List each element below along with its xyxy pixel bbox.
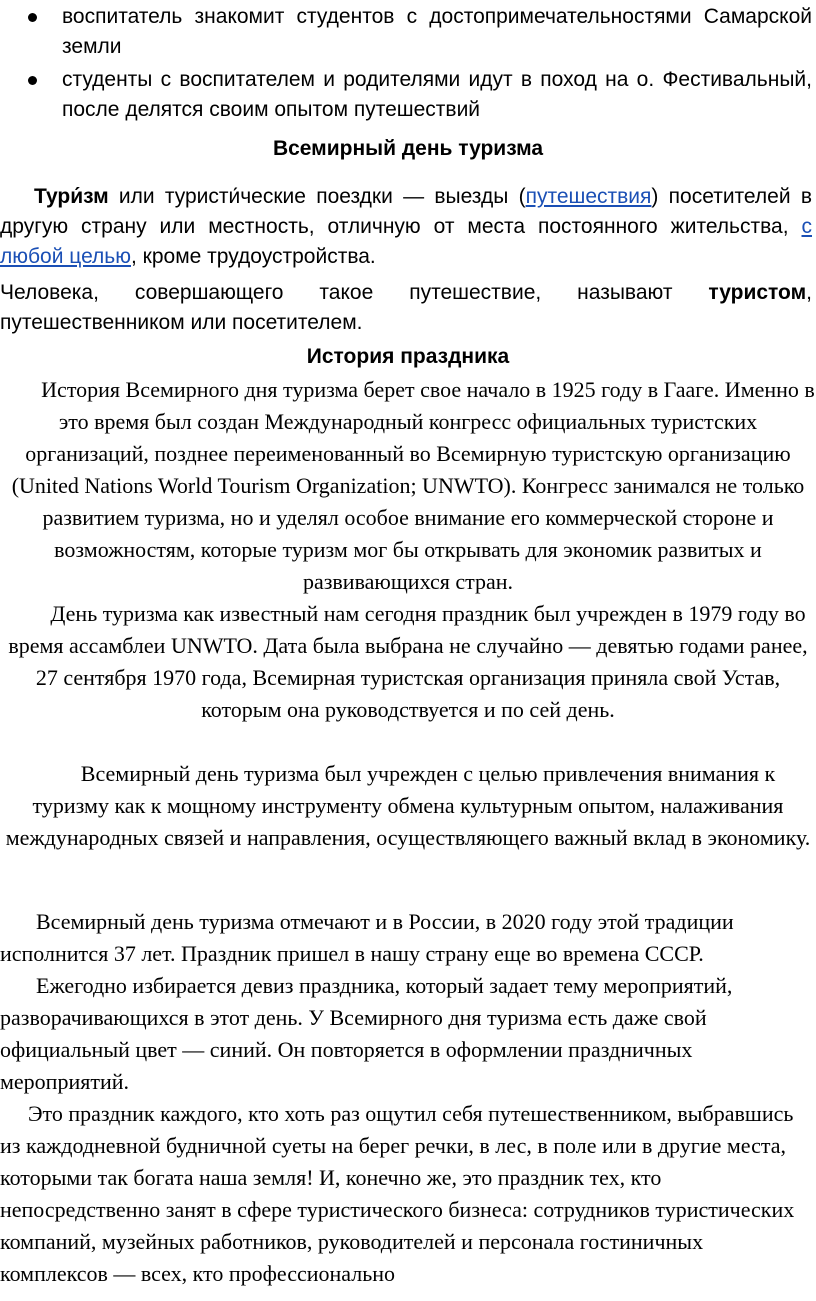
bullet-icon: [28, 13, 37, 22]
activity-list: [0, 2, 816, 128]
list-item: [0, 65, 816, 125]
tourism-definition: [0, 182, 812, 272]
section-heading-history: История праздника: [306, 345, 510, 368]
definition-text: или туристи́ческие поездки — выезды (: [108, 185, 526, 208]
russia-paragraph-2: Ежегодно избирается девиз праздника, который задает тему мероприятий, разворачивающихся в этот день. У Всемирного дня туризма есть даже свой официальный цвет — синий. Он повторяется в оформлении праздничных мероприятий.: [0, 973, 733, 1094]
definition-text: , путешественником или посетителем.: [0, 281, 812, 334]
history-paragraph-3: Всемирный день туризма был учрежден с целью привлечения внимания к туризму как к мощному инструменту обмена культурным опытом, налаживания международных связей и направления, осуществляющего важный вклад в экономику.: [5, 761, 811, 850]
definition-text: Человека, совершающего такое путешествие, называют: [0, 281, 709, 304]
everyone-paragraph: Это праздник каждого, кто хоть раз ощутил себя путешественником, выбравшись из каждодневной будничной суеты на берег речки, в лес, в поле или в другие места, которыми так богата наша земля! И, конечно же, это праздник тех, кто непосредственно занят в сфере туристического бизнеса: сотрудников туристических компаний, музейных работников, руководителей и персонала гостиничных комплексов — всех, кто профессионально: [0, 1101, 795, 1286]
list-item: [0, 2, 816, 62]
list-item-text: воспитатель знакомит студентов с достопримечательностями Самарской земли: [62, 5, 812, 58]
term-tourist: туристом: [708, 281, 807, 304]
term-tourism: Тури́зм: [34, 185, 109, 208]
section-heading-world-day: Всемирный день туризма: [272, 137, 544, 160]
history-paragraph-1: История Всемирного дня туризма берет свое начало в 1925 году в Гааге. Именно в это время был создан Международный конгресс официальных туристских организаций, позднее переименованный во Всемирную туристскую организацию (United Nations World Tourism Organization; UNWTO). Конгресс занимался не только развитием туризма, но и уделял особое внимание его коммерческой стороне и возможностям, которые туризм мог бы открывать для экономик развитых и развивающихся стран.: [11, 377, 815, 594]
definition-text: , кроме трудоустройства.: [131, 245, 376, 268]
tourist-definition: [0, 278, 812, 338]
bullet-icon: [28, 76, 37, 85]
definition-text: ) посетителей в другую страну или местность, отличную от места постоянного жительства,: [0, 185, 812, 238]
russia-paragraph-1: Всемирный день туризма отмечают и в России, в 2020 году этой традиции исполнится 37 лет. Праздник пришел в нашу страну еще во времена СССР.: [0, 909, 734, 966]
list-item-text: студенты с воспитателем и родителями идут в поход на о. Фестивальный, после делятся своим опытом путешествий: [62, 68, 812, 121]
link-any-purpose[interactable]: с любой целью: [0, 215, 812, 268]
history-paragraph-2: День туризма как известный нам сегодня праздник был учрежден в 1979 году во время ассамблеи UNWTO. Дата была выбрана не случайно — девятью годами ранее, 27 сентября 1970 года, Всемирная туристская организация приняла свой Устав, которым она руководствуется и по сей день.: [8, 601, 808, 722]
link-travel[interactable]: путешествия: [525, 185, 652, 208]
